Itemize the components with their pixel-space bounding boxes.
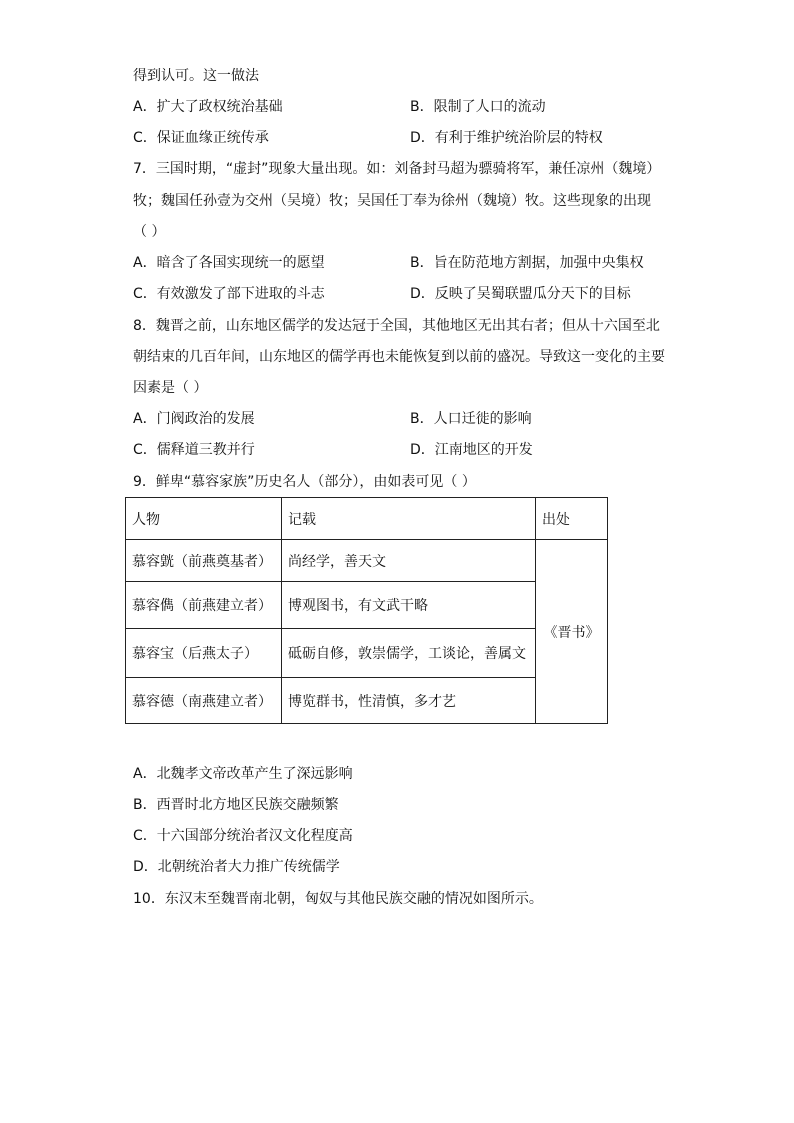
q7-option-a: A．暗含了各国实现统一的愿望	[133, 255, 325, 271]
q7-stem-line3: （ ）	[133, 224, 166, 240]
table-row	[126, 678, 608, 724]
q6-option-d: D．有利于维护统治阶层的特权	[410, 130, 603, 146]
q8-option-b: B．人口迁徙的影响	[410, 411, 532, 427]
person-cell: 慕容儁（前燕建立者）	[126, 582, 282, 629]
q7-option-c: C．有效激发了部下进取的斗志	[133, 286, 325, 302]
q8-option-a: A．门阀政治的发展	[133, 411, 255, 427]
q7-option-b: B．旨在防范地方割据，加强中央集权	[410, 255, 644, 271]
q7-stem-line1: 7．三国时期，“虚封”现象大量出现。如：刘备封马超为骠骑将军，兼任凉州（魏境）	[133, 161, 661, 177]
q7-option-d: D．反映了吴蜀联盟瓜分天下的目标	[410, 286, 631, 302]
table-header-row	[126, 498, 608, 540]
table-row	[126, 629, 608, 678]
q8-stem-line1: 8．魏晋之前，山东地区儒学的发达冠于全国，其他地区无出其右者；但从十六国至北	[133, 318, 660, 334]
header-source: 出处	[536, 498, 608, 540]
q8-option-d: D．江南地区的开发	[410, 442, 533, 458]
q9-option-a: A．北魏孝文帝改革产生了深远影响	[133, 766, 353, 782]
line-0: 得到认可。这一做法	[133, 68, 259, 84]
source-cell: 《晋书》	[536, 540, 608, 724]
q8-stem-line3: 因素是（ ）	[133, 380, 208, 396]
q8-option-c: C．儒释道三教并行	[133, 442, 255, 458]
q6-option-c: C．保证血缘正统传承	[133, 130, 269, 146]
q9-option-c: C．十六国部分统治者汉文化程度高	[133, 828, 353, 844]
q10-stem: 10．东汉末至魏晋南北朝，匈奴与其他民族交融的情况如图所示。	[133, 891, 543, 907]
q9-option-b: B．西晋时北方地区民族交融频繁	[133, 797, 339, 813]
record-cell: 博览群书，性清慎，多才艺	[282, 678, 536, 724]
table-row	[126, 540, 608, 582]
murong-family-table	[125, 497, 608, 724]
q6-option-a: A．扩大了政权统治基础	[133, 99, 283, 115]
person-cell: 慕容宝（后燕太子）	[126, 629, 282, 678]
record-cell: 砥砺自修，敦崇儒学，工谈论，善属文	[282, 629, 536, 678]
person-cell: 慕容德（南燕建立者）	[126, 678, 282, 724]
q9-option-d: D．北朝统治者大力推广传统儒学	[133, 859, 340, 875]
q6-option-b: B．限制了人口的流动	[410, 99, 546, 115]
q7-stem-line2: 牧；魏国任孙壹为交州（吴境）牧；吴国任丁奉为徐州（魏境）牧。这些现象的出现	[133, 193, 651, 209]
q8-stem-line2: 朝结束的几百年间，山东地区的儒学再也未能恢复到以前的盛况。导致这一变化的主要	[133, 349, 665, 365]
header-record: 记载	[282, 498, 536, 540]
header-person: 人物	[126, 498, 282, 540]
record-cell: 尚经学，善天文	[282, 540, 536, 582]
table-row	[126, 582, 608, 629]
q9-stem: 9．鲜卑“慕容家族”历史名人（部分），由如表可见（ ）	[133, 474, 476, 490]
person-cell: 慕容皝（前燕奠基者）	[126, 540, 282, 582]
record-cell: 博观图书，有文武干略	[282, 582, 536, 629]
